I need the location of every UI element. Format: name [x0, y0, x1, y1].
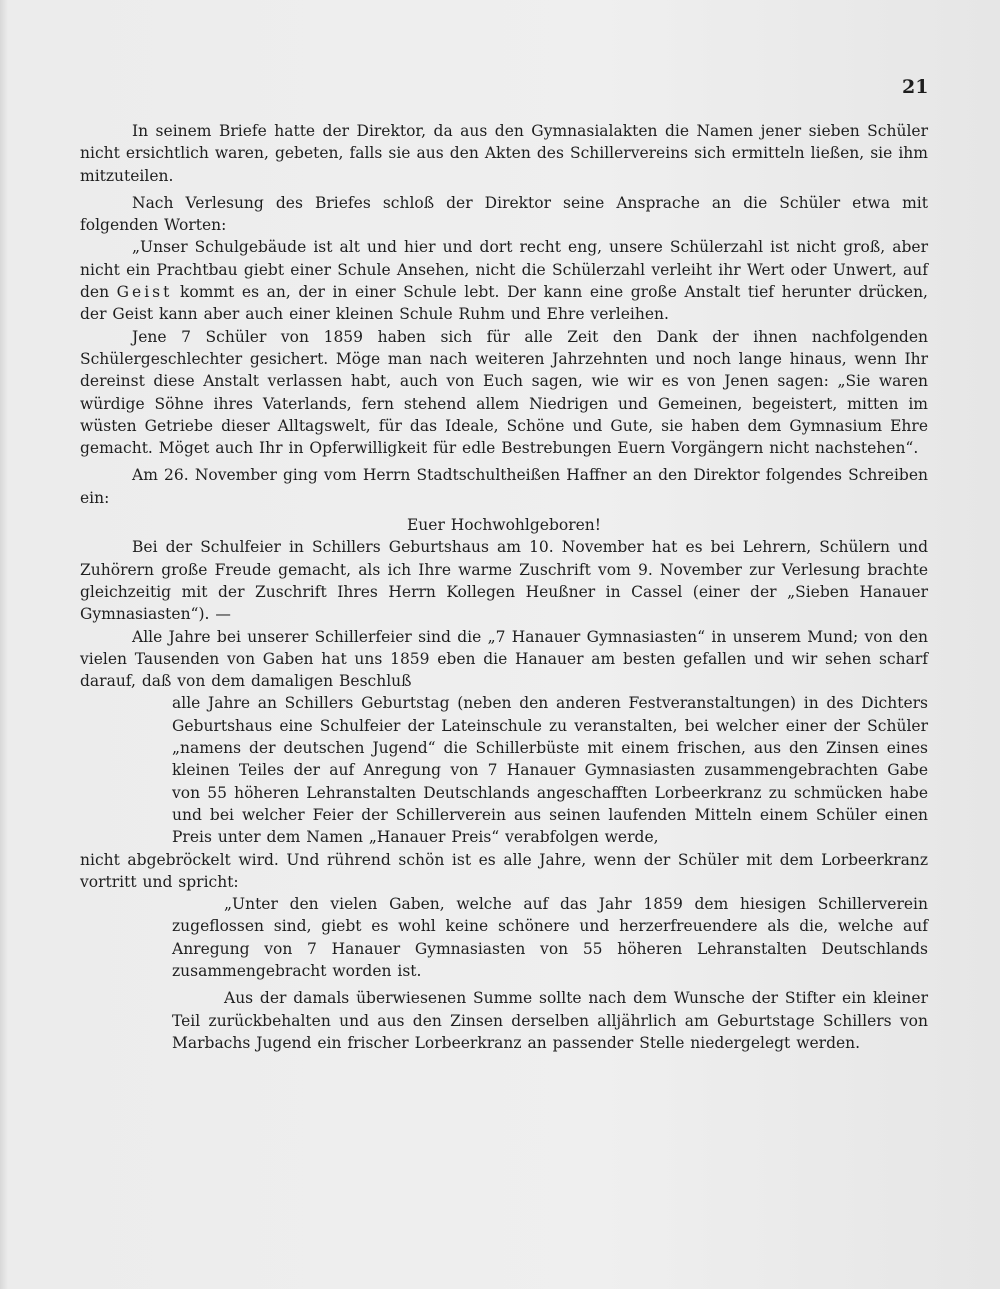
paragraph: nicht abgebröckelt wird. Und rührend schön ist es alle Jahre, wenn der Schüler mit dem Lorbeerkranz vortritt und spricht: [80, 850, 928, 891]
paragraph: Alle Jahre bei unserer Schillerfeier sind die „7 Hanauer Gymnasiasten“ in unserem Mund; von den vielen Tausenden von Gaben hat uns 1859 eben die Hanauer am besten gefallen und wir sehen scharf darauf, daß von dem damaligen Beschluß [80, 627, 928, 691]
paragraph: Nach Verlesung des Briefes schloß der Direktor seine Ansprache an die Schüler etwa mit folgenden Worten: [80, 193, 928, 235]
quoted-speech: „Unter den vielen Gaben, welche auf das Jahr 1859 dem hiesigen Schillerverein zugeflossen sind, giebt es wohl keine schönere und herzerfreuendere als die, welche auf Anregung von 7 Hanauer Gymnasiasten von 55 höheren Lehranstalten Deutschlands zusammengebracht worden ist. [172, 895, 928, 980]
page-number: 21 [902, 76, 929, 98]
quoted-speech: Aus der damals überwiesenen Summe sollte nach dem Wunsche der Stifter ein kleiner Teil zurückbehalten und aus den Zinsen derselben alljährlich am Geburtstage Schillers von Marbachs Jugend ein frischer Lorbeerkranz an passender Stelle niedergelegt werden. [172, 989, 928, 1052]
paragraph: Am 26. November ging vom Herrn Stadtschultheißen Haffner an den Direktor folgendes Schreiben ein: [80, 466, 928, 507]
paragraph: Bei der Schulfeier in Schillers Geburtshaus am 10. November hat es bei Lehrern, Schülern und Zuhörern große Freude gemacht, als ich Ihre warme Zuschrift vom 9. November zur Verlesung brachte gleichzeitig mit der Zuschrift Ihres Herrn Kollegen Heußner in Cassel (einer der „Sieben Hanauer Gymnasiasten“). — [80, 538, 928, 624]
emphasized-word: Geist [116, 283, 173, 302]
paragraph [80, 236, 928, 325]
letter-salutation: Euer Hochwohlgeboren! [406, 516, 601, 535]
page-body [80, 120, 928, 1054]
quoted-resolution: alle Jahre an Schillers Geburtstag (neben den anderen Festveranstaltungen) in des Dichters Geburtshaus eine Schulfeier der Lateinschule zu veranstalten, bei welcher einer der Schüler „namens der deutschen Jugend“ die Schillerbüste mit einem frischen, aus den Zinsen eines kleinen Teiles der auf Anregung von 7 Hanauer Gymnasiasten zusammengebrachten Gabe von 55 höheren Lehranstalten Deutschlands angeschafften Lorbeerkranz zu schmücken habe und bei welcher Feier der Schillerverein aus seinen laufenden Mitteln einem Schüler einen Preis unter dem Namen „Hanauer Preis“ verabfolgen werde, [172, 694, 928, 847]
paragraph-text: „Unser Schulgebäude ist alt und hier und dort recht eng, unsere Schülerzahl ist nicht groß, aber nicht ein Prachtbau giebt einer Schule Ansehen, nicht die Schülerzahl verleiht ihr Wert oder Unwert, auf den [80, 238, 928, 302]
paragraph: In seinem Briefe hatte der Direktor, da aus den Gymnasialakten die Namen jener sieben Schüler nicht ersichtlich waren, gebeten, falls sie aus den Akten des Schillervereins sich ermitteln ließen, sie ihm mitzuteilen. [80, 122, 928, 185]
paragraph-text: kommt es an, der in einer Schule lebt. Der kann eine große Anstalt tief herunter drücken, der Geist kann aber auch einer kleinen Schule Ruhm und Ehre verleihen. [80, 283, 928, 324]
paragraph: Jene 7 Schüler von 1859 haben sich für alle Zeit den Dank der ihnen nachfolgenden Schülergeschlechter gesichert. Möge man nach weiteren Jahrzehnten und noch lange hinaus, wenn Ihr dereinst diese Anstalt verlassen habt, auch von Euch sagen, wie wir es von Jenen sagen: „Sie waren würdige Söhne ihres Vaterlands, fern stehend allem Niedrigen und Gemeinen, begeistert, mitten im wüsten Getriebe dieser Alltagswelt, für das Ideale, Schöne und Gute, sie haben dem Gymnasium Ehre gemacht. Möget auch Ihr in Opferwilligkeit für edle Bestrebungen Euern Vorgängern nicht nachstehen“. [80, 327, 928, 458]
